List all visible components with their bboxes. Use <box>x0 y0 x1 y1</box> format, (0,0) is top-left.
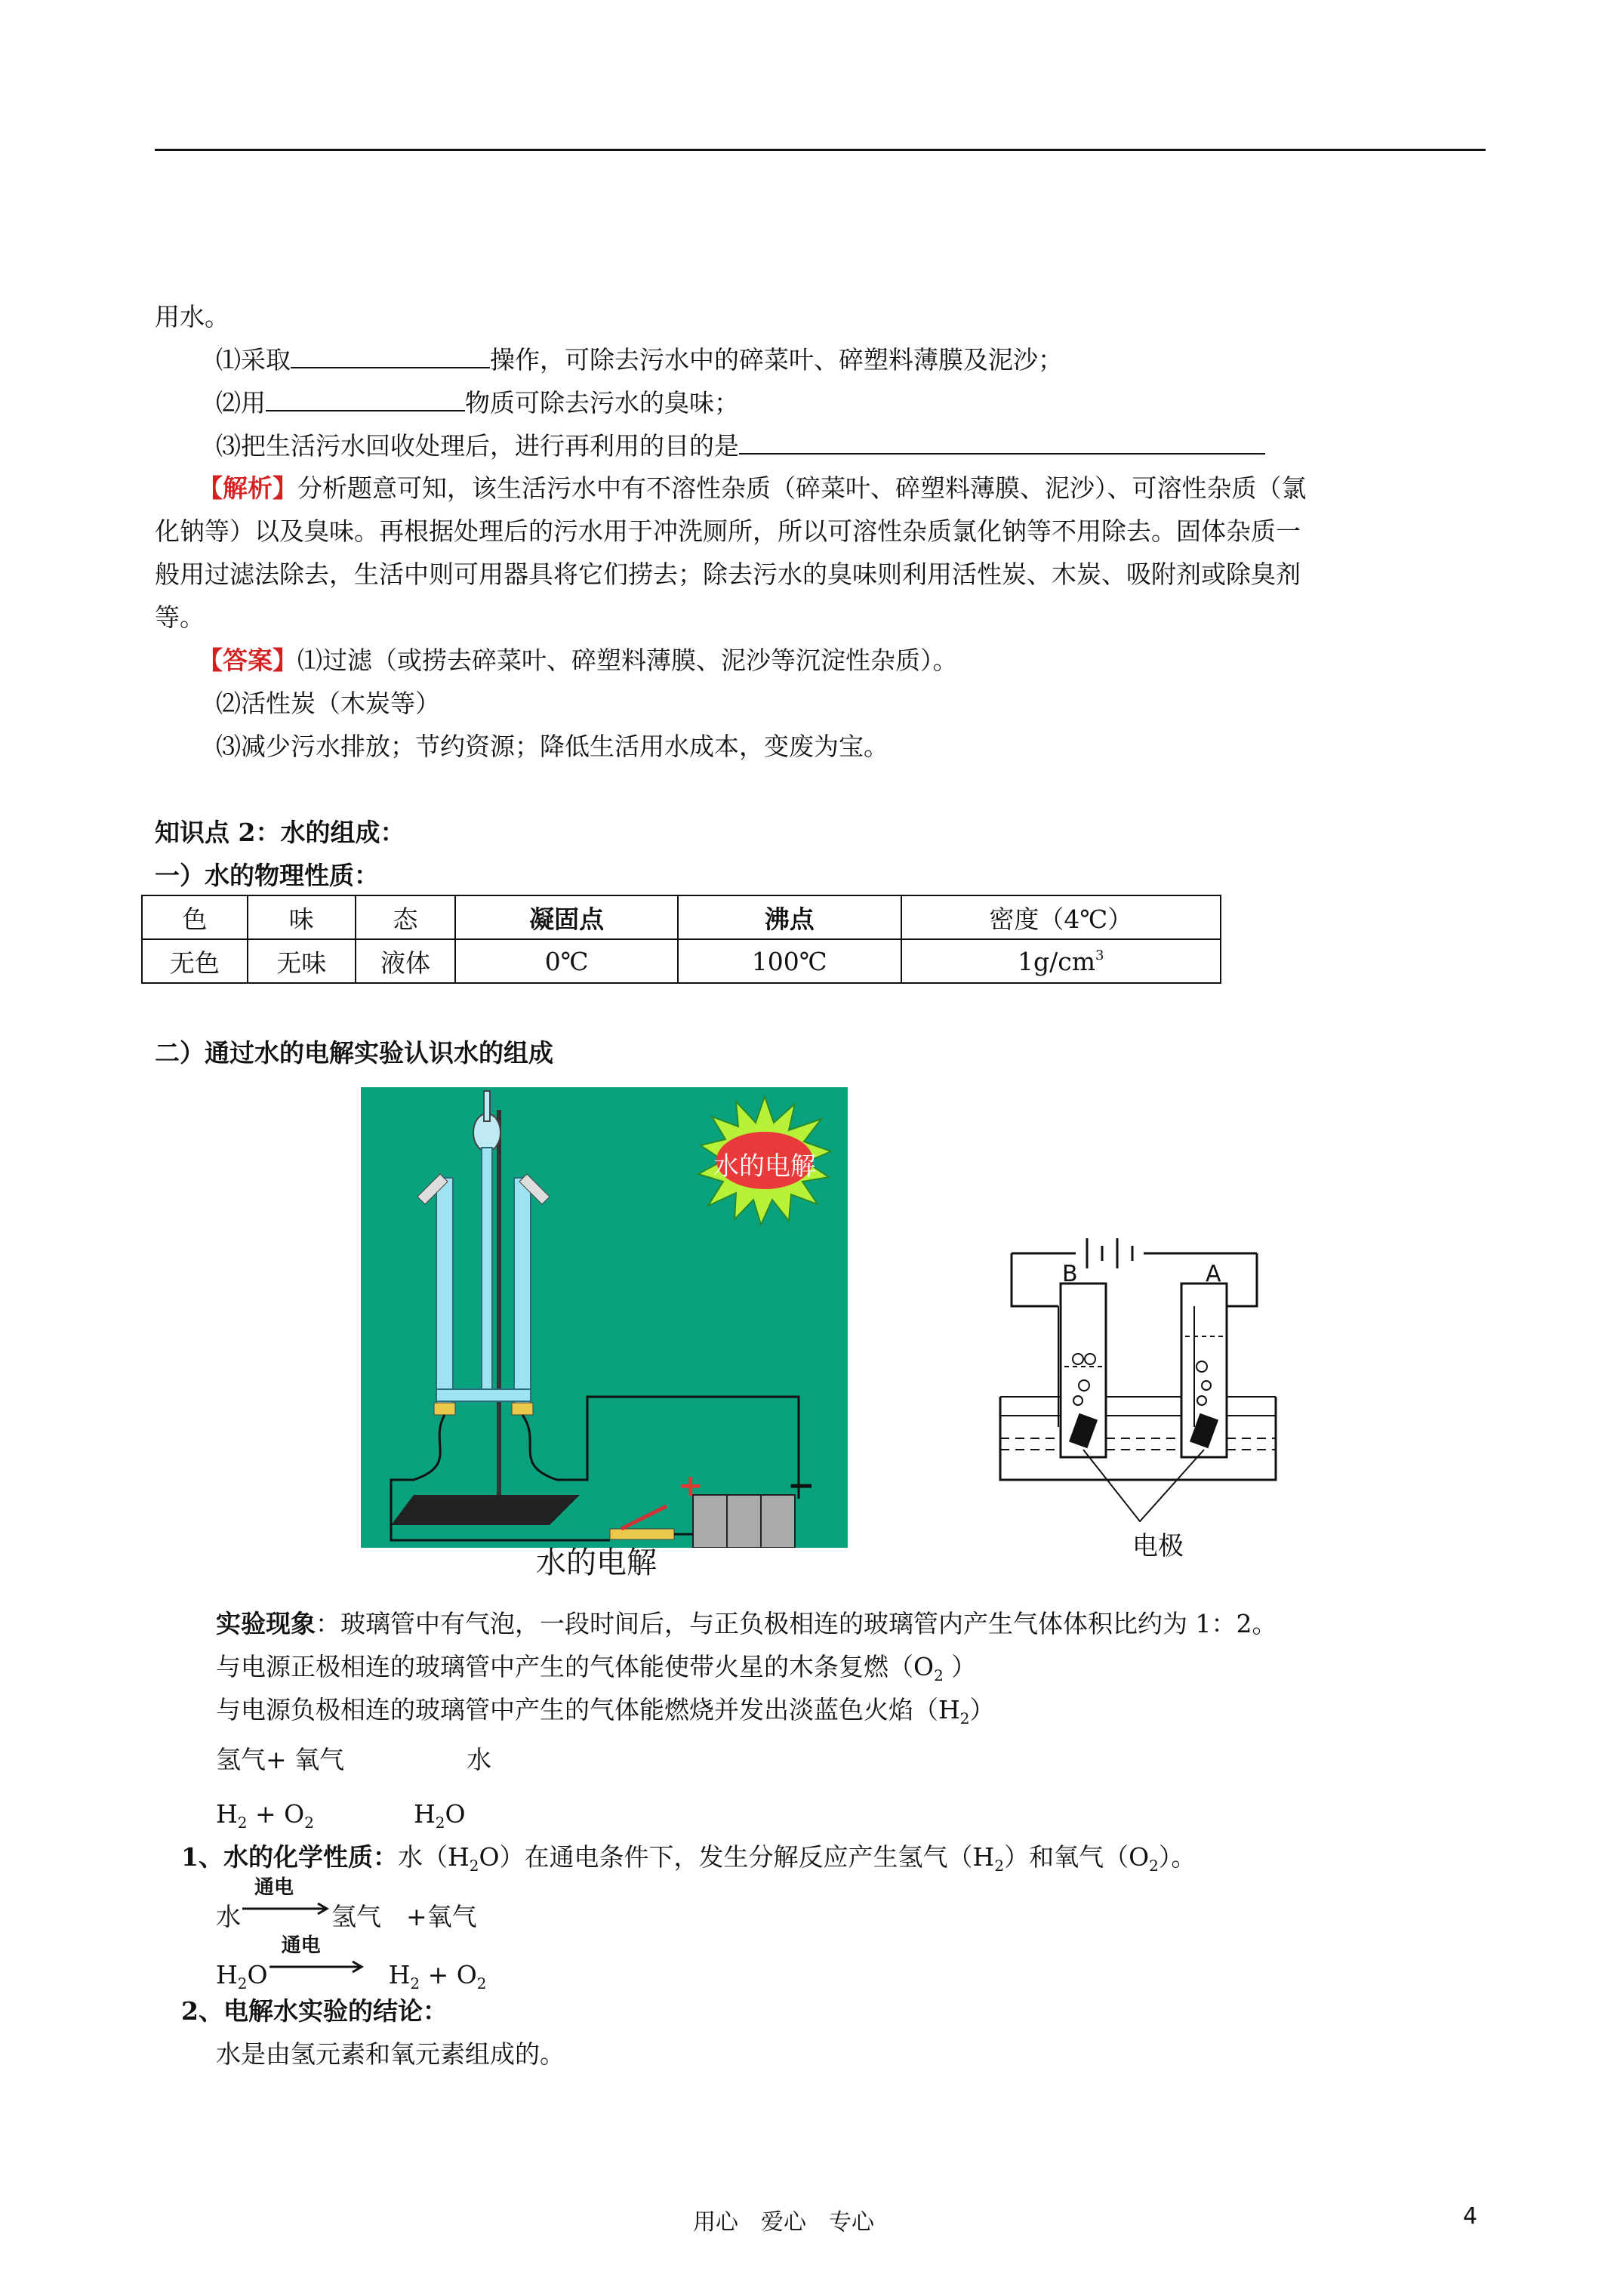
phenomenon-text: ） <box>943 1652 977 1681</box>
formula-part: O <box>445 1799 466 1829</box>
reaction-formula-left <box>216 1799 314 1838</box>
electrolysis-schematic-figure <box>989 1231 1306 1563</box>
figure-caption: 水的电解 <box>536 1546 657 1580</box>
footer-motto: 用心 爱心 专心 <box>693 2209 874 2236</box>
schematic-illustration <box>989 1231 1306 1563</box>
decomposition-formula-equation <box>216 1934 487 1999</box>
answer-text: ⑵活性炭（木炭等） <box>216 689 440 718</box>
arrow-icon <box>241 1903 331 1918</box>
reaction-formula-right <box>414 1799 466 1838</box>
minus-terminal: − <box>787 1466 815 1505</box>
phenomenon-text: ） <box>969 1695 995 1724</box>
table-cell-density <box>901 939 1221 983</box>
table-cell: 液体 <box>356 939 456 983</box>
chemical-property-title: 1、水的化学性质： <box>181 1842 398 1872</box>
formula-part: H <box>388 1960 411 1989</box>
formula-part: H <box>216 1960 238 1989</box>
analysis-line-4 <box>155 603 205 633</box>
analysis-tag: 【解析】 <box>198 473 297 503</box>
analysis-line-3 <box>155 559 1301 590</box>
phenomenon-text: 与电源正极相连的玻璃管中产生的气体能使带火星的木条复燃（O <box>216 1652 935 1681</box>
phenomenon-text: ：玻璃管中有气泡，一段时间后，与正负极相连的玻璃管内产生气体体积比约为 1：2。 <box>316 1609 1277 1638</box>
answer-line-3 <box>216 732 888 762</box>
subscript: 2 <box>934 1666 944 1684</box>
answer-blank <box>291 344 490 368</box>
analysis-text: 般用过滤法除去，生活中则可用器具将它们捞去；除去污水的臭味则利用活性炭、木炭、吸附剂或除臭剂 <box>155 559 1301 589</box>
phenomenon-line-2 <box>216 1652 976 1690</box>
density-exponent: 3 <box>1095 947 1104 963</box>
answer-line-1 <box>198 646 958 676</box>
formula-part: O <box>247 1960 268 1989</box>
table-header: 密度（4℃） <box>901 895 1221 939</box>
heading-text: 一）水的物理性质： <box>155 861 379 890</box>
subsection-heading <box>155 1038 553 1068</box>
formula-part: H <box>414 1799 436 1829</box>
phenomenon-text: 与电源负极相连的玻璃管中产生的气体能燃烧并发出淡蓝色火焰（H <box>216 1695 960 1724</box>
subscript: 2 <box>237 1814 248 1832</box>
text: O）在通电条件下，发生分解反应产生氢气（H <box>479 1842 995 1872</box>
question-prefix: ⑵用 <box>216 388 266 418</box>
question-prefix: ⑴采取 <box>216 345 291 374</box>
section-heading <box>155 818 405 848</box>
table-header: 凝固点 <box>455 895 678 939</box>
tube-label-b: B <box>1062 1261 1078 1287</box>
subscript: 2 <box>435 1814 445 1832</box>
subscript: 2 <box>959 1709 970 1727</box>
subscript: 2 <box>469 1857 479 1875</box>
phenomenon-tag: 实验现象 <box>216 1609 316 1638</box>
reaction-words-left: 氢气+ 氧气 <box>216 1745 345 1774</box>
chemical-property-line <box>181 1842 1196 1881</box>
table-header: 沸点 <box>678 895 901 939</box>
table-header-row <box>142 895 1221 939</box>
table-cell: 无味 <box>248 939 356 983</box>
page-number: 4 <box>1463 2203 1478 2230</box>
table-cell: 100℃ <box>678 939 901 983</box>
density-value: 1g/cm <box>1018 946 1096 976</box>
arrow-label: 通电 <box>281 1934 321 1957</box>
phenomenon-line-3 <box>216 1695 995 1734</box>
header-rule <box>155 149 1486 151</box>
table-row <box>142 939 1221 983</box>
answer-line-2 <box>216 689 440 719</box>
text-line <box>155 302 229 332</box>
reactant: 水 <box>216 1902 241 1931</box>
table-cell: 0℃ <box>455 939 678 983</box>
subscript: 2 <box>304 1814 314 1832</box>
subscript: 2 <box>1149 1857 1159 1875</box>
answer-blank <box>739 430 1265 455</box>
question-suffix: 物质可除去污水的臭味； <box>465 388 739 418</box>
analysis-text: 分析题意可知，该生活污水中有不溶性杂质（碎菜叶、碎塑料薄膜、泥沙）、可溶性杂质（氯 <box>297 473 1307 503</box>
arrow-icon <box>268 1961 366 1976</box>
answer-text: ⑴过滤（或捞去碎菜叶、碎塑料薄膜、泥沙等沉淀性杂质）。 <box>297 646 958 675</box>
analysis-line-1 <box>198 473 1307 504</box>
reaction-arrow <box>241 1876 331 1925</box>
answer-tag: 【答案】 <box>198 646 297 675</box>
analysis-text: 等。 <box>155 603 205 632</box>
question-3 <box>216 430 1265 461</box>
text: 用水。 <box>155 302 229 331</box>
subscript: 2 <box>476 1974 487 1992</box>
subscript: 2 <box>237 1974 248 1992</box>
analysis-line-2 <box>155 516 1301 547</box>
electrode-label: 电极 <box>1132 1531 1184 1561</box>
table-header: 态 <box>356 895 456 939</box>
conclusion-text: 水是由氢元素和氧元素组成的。 <box>216 2039 565 2069</box>
table-header: 色 <box>142 895 248 939</box>
phenomenon-line-1 <box>216 1609 1277 1639</box>
question-1 <box>216 344 1063 375</box>
plus-terminal: + <box>678 1469 704 1503</box>
analysis-text: 化钠等）以及臭味。再根据处理后的污水用于冲洗厕所，所以可溶性杂质氯化钠等不用除去。固体杂质一 <box>155 516 1301 546</box>
text: ）。 <box>1158 1842 1196 1872</box>
question-prefix: ⑶把生活污水回收处理后，进行再利用的目的是 <box>216 431 739 461</box>
water-properties-table <box>141 895 1221 984</box>
formula-part: + O <box>420 1960 477 1989</box>
products: 氢气 +氧气 <box>331 1902 477 1931</box>
question-2 <box>216 387 739 418</box>
electrolysis-apparatus-figure <box>361 1087 848 1548</box>
arrow-label: 通电 <box>254 1876 294 1899</box>
badge-label: 水的电解 <box>713 1151 816 1182</box>
subscript: 2 <box>410 1974 420 1992</box>
heading-text: 知识点 2：水的组成： <box>155 818 405 847</box>
conclusion-title: 2、电解水实验的结论： <box>181 1996 448 2026</box>
heading-text: 二）通过水的电解实验认识水的组成 <box>155 1038 553 1068</box>
answer-blank <box>266 387 465 411</box>
reaction-arrow <box>268 1934 366 1983</box>
tube-label-a: A <box>1206 1261 1221 1287</box>
question-suffix: 操作，可除去污水中的碎菜叶、碎塑料薄膜及泥沙； <box>490 345 1063 374</box>
subsection-heading <box>155 861 379 891</box>
answer-text: ⑶减少污水排放；节约资源；降低生活用水成本，变废为宝。 <box>216 732 888 761</box>
table-cell: 无色 <box>142 939 248 983</box>
reaction-words-right: 水 <box>467 1745 491 1774</box>
decomposition-word-equation <box>216 1876 477 1932</box>
formula-part: H <box>216 1799 238 1829</box>
text: ）和氧气（O <box>1004 1842 1150 1872</box>
subscript: 2 <box>994 1857 1005 1875</box>
formula-part: + O <box>247 1799 305 1829</box>
table-header: 味 <box>248 895 356 939</box>
text: 水（H <box>397 1842 470 1872</box>
